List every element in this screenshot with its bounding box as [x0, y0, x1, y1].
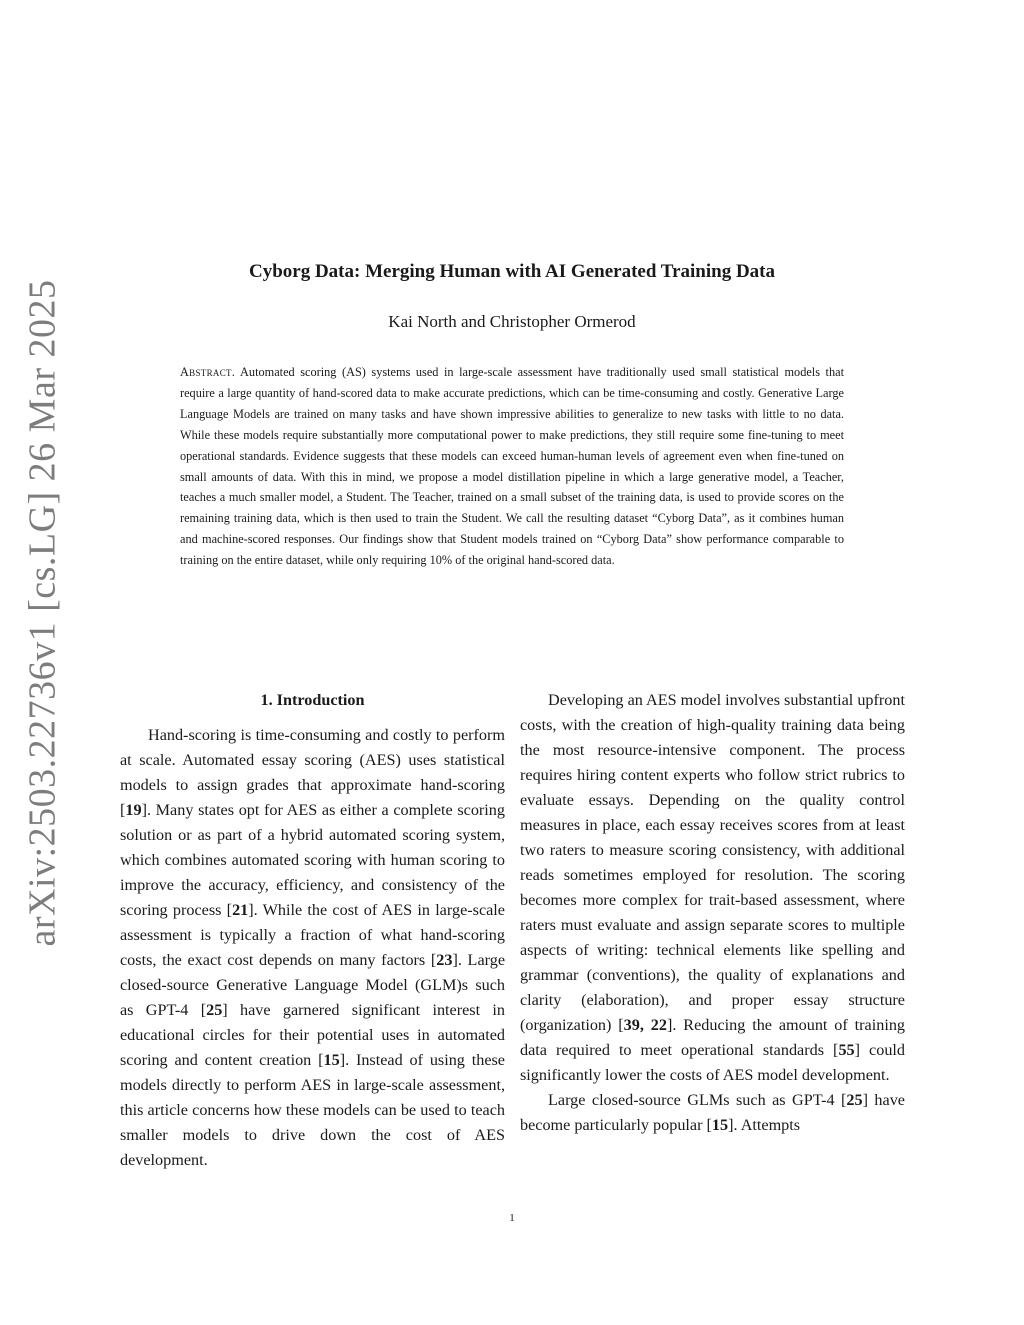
citation: 25: [206, 1001, 223, 1019]
text-run: ]. Large closed-source Generative Language Model (GLM)s such as GPT-4 [: [120, 951, 506, 1019]
text-run: ] have garnered significant interest in educational circles for their potential uses in automated scoring and content creation [: [120, 1001, 505, 1069]
text-run: ]. Many states opt for AES as either a complete scoring solution or as part of a hybrid automated scoring system, which combines automated scoring with human scoring to improve the accuracy, efficiency, and consistency of the scoring process [: [120, 801, 505, 919]
citation: 55: [838, 1041, 855, 1059]
citation: 25: [846, 1091, 863, 1109]
paper-authors: Kai North and Christopher Ormerod: [388, 312, 636, 331]
abstract-label: Abstract.: [180, 365, 236, 379]
text-run: ] could significantly lower the costs of AES model development.: [520, 1041, 906, 1084]
text-run: ] have become particularly popular [: [520, 1091, 905, 1134]
text-run: ]. While the cost of AES in large-scale assessment is typically a fraction of what hand-scoring costs, the exact cost depends on many factors [: [120, 901, 505, 969]
citation: 15: [711, 1116, 729, 1134]
intro-paragraph-3: [520, 1088, 905, 1138]
text-run: Hand-scoring is time-consuming and costly to perform at scale. Automated essay scoring (AES) uses statistical models to assign grades that approximate hand-scoring [: [120, 726, 505, 819]
abstract: [180, 362, 844, 571]
text-run: Large closed-source GLMs such as GPT-4 [: [548, 1091, 847, 1109]
text-run: ]. Reducing the amount of training data required to meet operational standards [: [520, 1016, 906, 1059]
section-heading-introduction: 1. Introduction: [260, 691, 365, 709]
intro-paragraph-1: [120, 723, 505, 1173]
left-column: [120, 688, 505, 1173]
citation: 19: [125, 801, 142, 819]
citation: 21: [232, 901, 249, 919]
text-run: ]. Instead of using these models directly to perform AES in large-scale assessment, this article concerns how these models can be used to teach smaller models to drive down the cost of AES development.: [120, 1051, 505, 1169]
right-column: [520, 688, 905, 1138]
page-number: 1: [509, 1212, 515, 1224]
arxiv-identifier-stamp: [12, 279, 72, 947]
citation: 39, 22: [623, 1016, 667, 1034]
text-run: ]. Attempts: [728, 1116, 801, 1134]
citation: 23: [436, 951, 453, 969]
intro-paragraph-2: [520, 688, 905, 1088]
text-run: Developing an AES model involves substantial upfront costs, with the creation of high-quality training data being the most resource-intensive component. The process requires hiring content experts who follow strict rubrics to evaluate essays. Depending on the quality control measures in place, each essay receives scores from at least two raters to measure scoring consistency, with additional reads sometimes employed for resolution. The scoring becomes more complex for trait-based assessment, where raters must evaluate and assign separate scores to multiple aspects of writing: technical elements like spelling and grammar (conventions), the quality of explanations and clarity (elaboration), and proper essay structure (organization) [: [520, 691, 905, 1034]
paper-title: Cyborg Data: Merging Human with AI Generated Training Data: [248, 261, 775, 282]
citation: 15: [323, 1051, 340, 1069]
arxiv-id-text: arXiv:2503.22736v1 [cs.LG] 26 Mar 2025: [21, 279, 64, 947]
abstract-text: Automated scoring (AS) systems used in large-scale assessment have traditionally used small statistical models that require a large quantity of hand-scored data to make accurate predictions, which can be time-consuming and costly. Generative Large Language Models are trained on many tasks and have shown impressive abilities to generalize to new tasks with little to no data. While these models require substantially more computational power to make predictions, they still require some fine-tuning to meet operational standards. Evidence suggests that these models can exceed human-human levels of agreement even when fine-tuned on small amounts of data. With this in mind, we propose a model distillation pipeline in which a large generative model, a Teacher, teaches a much smaller model, a Student. The Teacher, trained on a small subset of the training data, is used to provide scores on the remaining training data, which is then used to train the Student. We call the resulting dataset “Cyborg Data”, as it combines human and machine-scored responses. Our findings show that Student models trained on “Cyborg Data” show performance comparable to training on the entire dataset, while only requiring 10% of the original hand-scored data.: [180, 365, 844, 568]
